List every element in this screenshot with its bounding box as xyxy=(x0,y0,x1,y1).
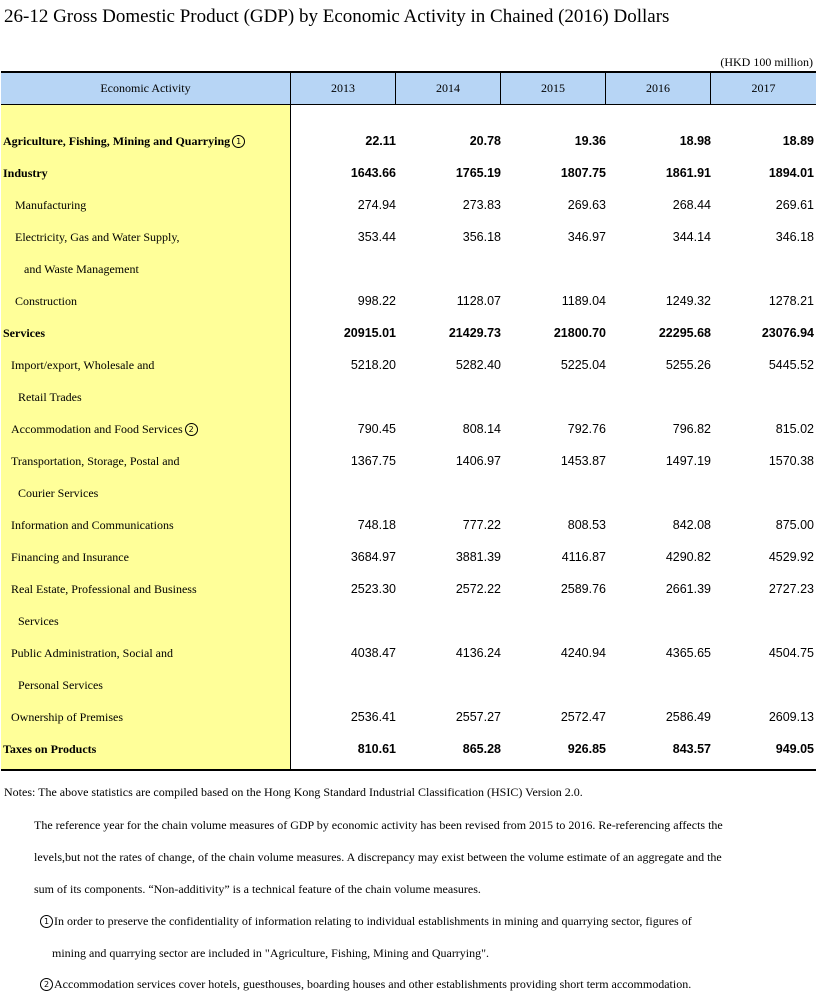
cell-value: 4290.82 xyxy=(665,550,711,564)
cell-value: 18.89 xyxy=(782,134,814,148)
cell-value: 4240.94 xyxy=(560,646,606,660)
cell-value: 356.18 xyxy=(462,230,501,244)
footnote-2-marker: 2 xyxy=(40,978,53,991)
cell-value: 5218.20 xyxy=(350,358,396,372)
cell-value: 2609.13 xyxy=(768,710,814,724)
table-row xyxy=(1,541,816,573)
header-year: 2016 xyxy=(606,73,711,104)
row-label-text: Manufacturing xyxy=(15,198,87,212)
row-label xyxy=(15,189,86,221)
cell-value: 268.44 xyxy=(672,198,711,212)
note-line: The reference year for the chain volume measures of GDP by economic activity has been revised from 2015 to 2016. Re-referencing affects the xyxy=(34,818,723,832)
table-row xyxy=(1,317,816,349)
cell-value: 796.82 xyxy=(672,422,711,436)
header-year: 2015 xyxy=(501,73,606,104)
cell-value: 748.18 xyxy=(357,518,396,532)
table-row-continuation xyxy=(1,669,816,701)
cell-value: 1128.07 xyxy=(456,294,501,308)
table-row xyxy=(1,733,816,765)
row-label xyxy=(11,573,197,605)
cell-value: 1894.01 xyxy=(768,166,814,180)
row-label xyxy=(15,221,180,253)
cell-value: 1861.91 xyxy=(665,166,711,180)
row-label xyxy=(11,445,180,477)
row-label-text: Information and Communications xyxy=(11,518,174,532)
header-economic-activity: Economic Activity xyxy=(1,73,291,104)
table-row xyxy=(1,125,816,157)
cell-value: 843.57 xyxy=(672,742,711,756)
cell-value: 5225.04 xyxy=(560,358,606,372)
cell-value: 346.18 xyxy=(775,230,814,244)
cell-value: 22.11 xyxy=(365,134,396,148)
note-line-footnote-1 xyxy=(40,913,692,929)
cell-value: 2557.27 xyxy=(455,710,501,724)
row-label xyxy=(11,413,198,445)
cell-value: 2661.39 xyxy=(665,582,711,596)
table-row xyxy=(1,637,816,669)
row-label-continued: Personal Services xyxy=(18,678,103,692)
cell-value: 1570.38 xyxy=(768,454,814,468)
cell-value: 21429.73 xyxy=(448,326,501,340)
row-label-text: Real Estate, Professional and Business xyxy=(11,582,197,596)
cell-value: 3881.39 xyxy=(455,550,501,564)
row-label-continued: and Waste Management xyxy=(24,262,139,276)
cell-value: 815.02 xyxy=(775,422,814,436)
note-line-footnote-2 xyxy=(40,976,691,992)
table-row-continuation xyxy=(1,477,816,509)
cell-value: 5445.52 xyxy=(768,358,814,372)
row-label xyxy=(3,125,245,157)
cell-value: 1249.32 xyxy=(665,294,711,308)
table-header xyxy=(1,73,816,105)
table-row xyxy=(1,189,816,221)
cell-value: 1643.66 xyxy=(350,166,396,180)
cell-value: 2572.47 xyxy=(560,710,606,724)
cell-value: 1278.21 xyxy=(768,294,814,308)
cell-value: 346.97 xyxy=(567,230,606,244)
cell-value: 21800.70 xyxy=(553,326,606,340)
cell-value: 269.63 xyxy=(567,198,606,212)
header-year: 2017 xyxy=(751,81,776,95)
row-label xyxy=(11,509,174,541)
cell-value: 344.14 xyxy=(672,230,711,244)
cell-value: 273.83 xyxy=(462,198,501,212)
cell-value: 808.14 xyxy=(462,422,501,436)
cell-value: 1189.04 xyxy=(561,294,606,308)
table-row xyxy=(1,413,816,445)
cell-value: 4038.47 xyxy=(350,646,396,660)
cell-value: 2727.23 xyxy=(768,582,814,596)
cell-value: 865.28 xyxy=(462,742,501,756)
cell-value: 808.53 xyxy=(567,518,606,532)
footnote-1-marker: 1 xyxy=(40,915,53,928)
cell-value: 4116.87 xyxy=(561,550,606,564)
row-label-text: Electricity, Gas and Water Supply, xyxy=(15,230,180,244)
row-label xyxy=(11,637,173,669)
note-line: sum of its components. “Non-additivity” is a technical feature of the chain volume measures. xyxy=(34,882,481,896)
table-row xyxy=(1,157,816,189)
cell-value: 810.61 xyxy=(357,742,396,756)
cell-value: 2523.30 xyxy=(350,582,396,596)
note-text: Accommodation services cover hotels, guesthouses, boarding houses and other establishments providing short term accommodation. xyxy=(54,977,692,991)
footnote-marker: 2 xyxy=(185,423,198,436)
row-label-text: Transportation, Storage, Postal and xyxy=(11,454,180,468)
cell-value: 777.22 xyxy=(462,518,501,532)
cell-value: 2586.49 xyxy=(665,710,711,724)
gdp-table xyxy=(1,71,816,771)
cell-value: 19.36 xyxy=(574,134,606,148)
cell-value: 998.22 xyxy=(357,294,396,308)
cell-value: 2589.76 xyxy=(560,582,606,596)
table-row xyxy=(1,445,816,477)
cell-value: 790.45 xyxy=(357,422,396,436)
row-label-text: Industry xyxy=(3,166,48,180)
row-label-continued: Retail Trades xyxy=(18,390,82,404)
page-title: 26-12 Gross Domestic Product (GDP) by Economic Activity in Chained (2016) Dollars xyxy=(4,6,670,27)
note-line: Notes: The above statistics are compiled based on the Hong Kong Standard Industrial Classification (HSIC) Version 2.0. xyxy=(4,785,583,799)
row-label-continued: Courier Services xyxy=(18,486,99,500)
row-label-text: Public Administration, Social and xyxy=(11,646,173,660)
row-label xyxy=(15,285,77,317)
row-label-text: Financing and Insurance xyxy=(11,550,129,564)
table-row-continuation xyxy=(1,253,816,285)
header-year: 2014 xyxy=(396,73,501,104)
cell-value: 20.78 xyxy=(469,134,501,148)
cell-value: 2536.41 xyxy=(350,710,396,724)
row-label xyxy=(3,317,45,349)
cell-value: 1497.19 xyxy=(665,454,711,468)
cell-value: 4504.75 xyxy=(768,646,814,660)
cell-value: 5255.26 xyxy=(665,358,711,372)
unit-label: (HKD 100 million) xyxy=(720,55,813,69)
row-label xyxy=(3,733,96,765)
cell-value: 22295.68 xyxy=(658,326,711,340)
cell-value: 2572.22 xyxy=(455,582,501,596)
table-row-continuation xyxy=(1,605,816,637)
row-label-continued: Services xyxy=(18,614,59,628)
cell-value: 1807.75 xyxy=(560,166,606,180)
header-year: 2013 xyxy=(291,73,396,104)
note-text: In order to preserve the confidentiality of information relating to individual establishments in mining and quarrying sector, figures of xyxy=(54,914,692,928)
cell-value: 875.00 xyxy=(775,518,814,532)
table-row xyxy=(1,573,816,605)
footnote-marker: 1 xyxy=(232,135,245,148)
row-label-text: Accommodation and Food Services xyxy=(11,422,183,436)
row-label-text: Services xyxy=(3,326,45,340)
cell-value: 274.94 xyxy=(357,198,396,212)
table-row-continuation xyxy=(1,381,816,413)
table-row xyxy=(1,701,816,733)
cell-value: 20915.01 xyxy=(343,326,396,340)
cell-value: 23076.94 xyxy=(761,326,814,340)
row-label xyxy=(3,157,48,189)
cell-value: 842.08 xyxy=(672,518,711,532)
table-row xyxy=(1,509,816,541)
row-label xyxy=(11,349,154,381)
note-line: levels,but not the rates of change, of the chain volume measures. A discrepancy may exist between the volume estimate of an aggregate and the xyxy=(34,850,722,864)
cell-value: 353.44 xyxy=(357,230,396,244)
row-label-text: Taxes on Products xyxy=(3,742,97,756)
cell-value: 18.98 xyxy=(679,134,711,148)
cell-value: 4365.65 xyxy=(665,646,711,660)
row-label-text: Import/export, Wholesale and xyxy=(11,358,155,372)
row-label xyxy=(11,701,123,733)
row-label xyxy=(11,541,129,573)
cell-value: 5282.40 xyxy=(455,358,501,372)
table-row xyxy=(1,285,816,317)
cell-value: 3684.97 xyxy=(350,550,396,564)
row-label-text: Construction xyxy=(15,294,77,308)
cell-value: 949.05 xyxy=(775,742,814,756)
note-line: mining and quarrying sector are included in "Agriculture, Fishing, Mining and Quarrying". xyxy=(52,946,490,960)
table-row xyxy=(1,349,816,381)
cell-value: 926.85 xyxy=(567,742,606,756)
cell-value: 1765.19 xyxy=(455,166,501,180)
table-row xyxy=(1,221,816,253)
cell-value: 269.61 xyxy=(775,198,814,212)
cell-value: 4529.92 xyxy=(768,550,814,564)
cell-value: 792.76 xyxy=(567,422,606,436)
cell-value: 1406.97 xyxy=(455,454,501,468)
cell-value: 1453.87 xyxy=(560,454,606,468)
row-label-text: Ownership of Premises xyxy=(11,710,123,724)
cell-value: 1367.75 xyxy=(350,454,396,468)
row-label-text: Agriculture, Fishing, Mining and Quarrying xyxy=(3,134,231,148)
cell-value: 4136.24 xyxy=(455,646,501,660)
